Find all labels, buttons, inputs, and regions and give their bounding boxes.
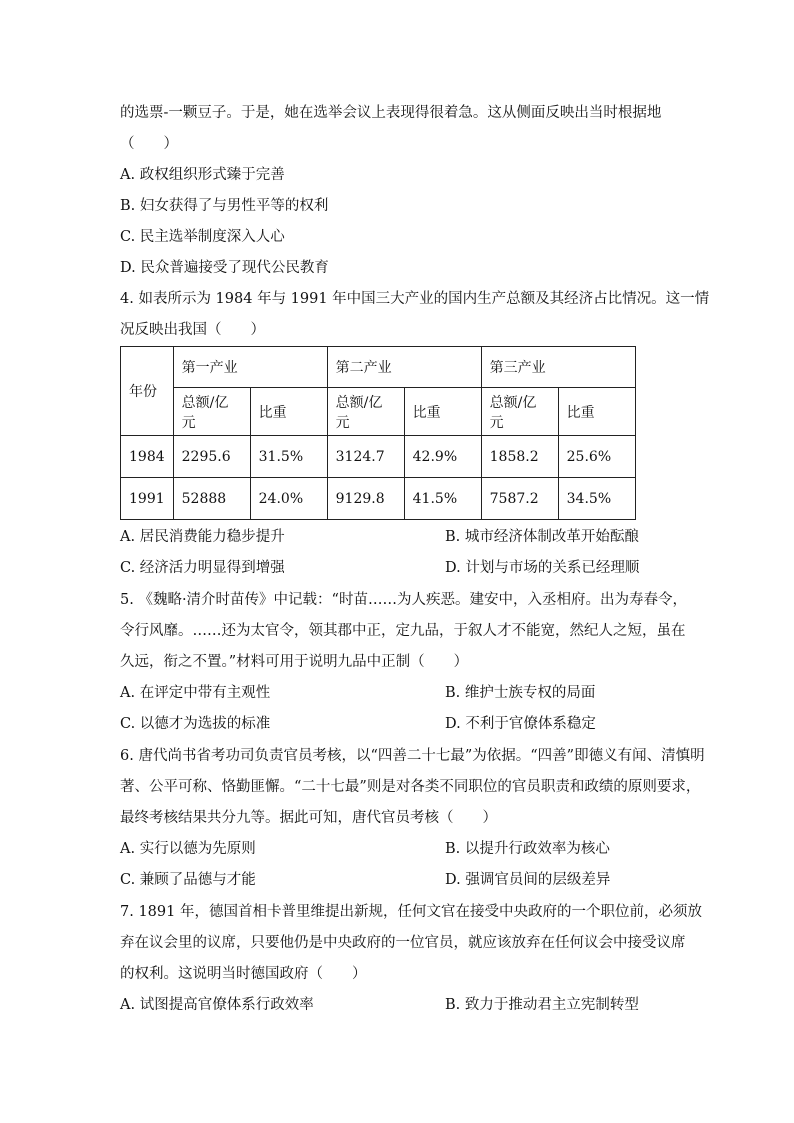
q5-stem-line-1: 5. 《魏略·清介时苗传》中记载：“时苗……为人疾恶。建安中，入丞相府。出为寿春令， — [120, 592, 687, 608]
q5-stem-line-3: 久远，衔之不置。”材料可用于说明九品中正制（ ） — [120, 654, 469, 670]
table-cell: 9129.8 — [327, 478, 404, 520]
q3-option-c: C. 民主选举制度深入人心 — [120, 229, 285, 245]
q3-stem-line: 的选票-一颗豆子。于是，她在选举会议上表现得很着急。这从侧面反映出当时根据地 — [120, 105, 662, 121]
q6-option-d: D. 强调官员间的层级差异 — [445, 872, 611, 888]
q5-option-b: B. 维护士族专权的局面 — [445, 685, 596, 701]
q4-option-d: D. 计划与市场的关系已经理顺 — [445, 560, 640, 576]
q6-stem-line-3: 最终考核结果共分九等。据此可知，唐代官员考核（ ） — [120, 810, 497, 826]
q7-stem-line-3: 的权利。这说明当时德国政府（ ） — [120, 966, 367, 982]
q5-stem-line-2: 令行风靡。……还为太官令，领其郡中正，定九品，于叙人才不能宽，然纪人之短，虽在 — [120, 623, 686, 639]
q7-option-a: A. 试图提高官僚体系行政效率 — [120, 997, 314, 1013]
q4-option-b: B. 城市经济体制改革开始酝酿 — [445, 529, 639, 545]
q4-option-a: A. 居民消费能力稳步提升 — [120, 529, 285, 545]
table-row — [121, 478, 636, 520]
header-primary-industry: 第一产业 — [173, 347, 327, 388]
q5-option-a: A. 在评定中带有主观性 — [120, 685, 271, 701]
q6-option-c: C. 兼顾了品德与才能 — [120, 872, 256, 888]
table-cell: 2295.6 — [173, 436, 250, 478]
q6-option-b: B. 以提升行政效率为核心 — [445, 841, 610, 857]
subheader-total: 总额/亿元 — [327, 388, 404, 436]
industry-table — [120, 346, 636, 520]
q3-option-a: A. 政权组织形式臻于完善 — [120, 167, 285, 183]
q4-stem-line-1: 4. 如表所示为 1984 年与 1991 年中国三大产业的国内生产总额及其经济占比情况。这一情 — [120, 291, 710, 307]
q3-answer-paren: （ ） — [120, 136, 178, 152]
table-cell: 24.0% — [250, 478, 327, 520]
q4-stem-line-2: 况反映出我国（ ） — [120, 322, 265, 338]
table-subheader-row — [121, 388, 636, 436]
table-cell: 52888 — [173, 478, 250, 520]
q7-stem-line-1: 7. 1891 年，德国首相卡普里维提出新规，任何文官在接受中央政府的一个职位前，必须放 — [120, 904, 702, 920]
q6-stem-line-1: 6. 唐代尚书省考功司负责官员考核，以“四善二十七最”为依据。“四善”即德义有闻、清慎明 — [120, 748, 705, 764]
table-cell: 41.5% — [404, 478, 481, 520]
table-header-row — [121, 347, 636, 388]
table-cell: 7587.2 — [481, 478, 558, 520]
q3-option-d: D. 民众普遍接受了现代公民教育 — [120, 260, 329, 276]
q7-option-b: B. 致力于推动君主立宪制转型 — [445, 997, 639, 1013]
year-header-cell: 年份 — [121, 347, 174, 436]
q5-option-d: D. 不利于官僚体系稳定 — [445, 716, 596, 732]
subheader-ratio: 比重 — [558, 388, 635, 436]
table-cell: 1858.2 — [481, 436, 558, 478]
table-cell: 1991 — [121, 478, 174, 520]
subheader-ratio: 比重 — [250, 388, 327, 436]
header-tertiary-industry: 第三产业 — [481, 347, 635, 388]
table-cell: 42.9% — [404, 436, 481, 478]
subheader-ratio: 比重 — [404, 388, 481, 436]
q6-option-a: A. 实行以德为先原则 — [120, 841, 256, 857]
subheader-total: 总额/亿元 — [481, 388, 558, 436]
q6-stem-line-2: 著、公平可称、恪勤匪懈。“二十七最”则是对各类不同职位的官员职责和政绩的原则要求， — [120, 779, 701, 795]
q5-option-c: C. 以德才为选拔的标准 — [120, 716, 271, 732]
table-cell: 34.5% — [558, 478, 635, 520]
q4-option-c: C. 经济活力明显得到增强 — [120, 560, 285, 576]
q7-stem-line-2: 弃在议会里的议席，只要他仍是中央政府的一位官员，就应该放弃在任何议会中接受议席 — [120, 935, 686, 951]
table-cell: 25.6% — [558, 436, 635, 478]
header-secondary-industry: 第二产业 — [327, 347, 481, 388]
table-cell: 3124.7 — [327, 436, 404, 478]
q3-option-b: B. 妇女获得了与男性平等的权利 — [120, 198, 329, 214]
table-cell: 31.5% — [250, 436, 327, 478]
subheader-total: 总额/亿元 — [173, 388, 250, 436]
table-row — [121, 436, 636, 478]
table-cell: 1984 — [121, 436, 174, 478]
